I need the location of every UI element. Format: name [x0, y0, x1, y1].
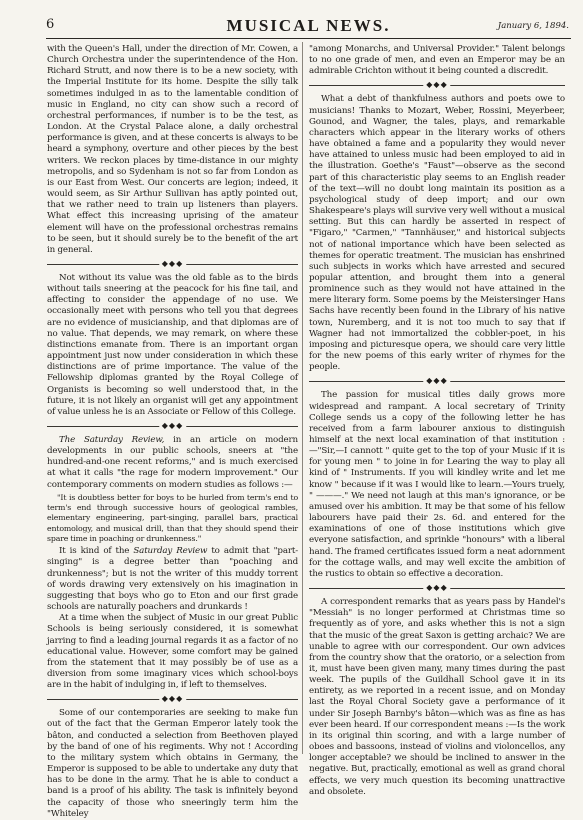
article-paragraph: Not without its value was the old fable as to the birds without tails sneering at the peacock for his fine tail, and affecting to consider the appendage of no use. We occasionally meet with persons who tell you that degrees are no evidence of musicianship, and that diplomas are of no value. That depends, we may remark, on where these distinctions emanate from. There is an important organ appointment just now under consideration in which these distinctions are of prime importance. The value of the Fellowship diplomas granted by the Royal College of Organists is becoming so well understood that, in the future, it is not likely an organist will get any appointment of value unless he is an Associate or Fellow of this College.	[47, 272, 298, 417]
article-paragraph: Some of our contemporaries are seeking to make fun out of the fact that the German Emperor lately took the bâton, and conducted a selection from Beethoven played by the band of one of his regiments. Why not ! According to the military system which obtains in Germany, the Emperor is supposed to be able to undertake any duty that has to be done in the army. That he is able to conduct a band is a proof of his ability. The task is infinitely beyond the capacity of those who sneeringly term him the "Whiteley	[47, 708, 298, 819]
article-paragraph: At a time when the subject of Music in our great Public Schools is being seriously considered, it is somewhat jarring to find a leading journal regards it as a factor of no educational value. However, some comfort may be gained from the statement that it may possibly be of use as a diversion from some imaginary vices which school-boys are in the habit of indulging in, if left to themselves.	[47, 613, 298, 691]
left-column	[47, 44, 298, 820]
section-separator: ◆◆◆	[309, 374, 565, 388]
column-divider	[302, 42, 303, 754]
article-paragraph: What a debt of thankfulness authors and poets owe to musicians! Thanks to Mozart, Weber, Rossini, Meyerbeer, Gounod, and Wagner, the tales, plays, and remarkable characters which appear in the literary works of others have obtained a fame and a popularity they would never have attained to unless music had been employed to aid in the illustration. Goethe's "Faust"—observe as the second part of this characteristic play seems to an English reader of the text—will no doubt long maintain its position as a psychological study of deep import; and our own Shakespeare's plays will survive very well without a musical setting. But this can hardly be asserted in respect of "Figaro," "Carmen," "Tannhäuser," and historical subjects not of national importance which have been selected as themes for operatic treatment. The musician has enshrined such subjects in works which have arrested and secured popular attention, and brought them into a general prominence such as they would not have attained in the mere literary form. Some poems by the Meistersinger Hans Sachs have recently been found in the Library of his native town, Nuremberg, and it is not too much to say that if Wagner had not immortalized the cobbler-poet, in his imposing and picturesque opera, we should care very little for the new poems of this early writer of rhymes for the people.	[309, 94, 565, 373]
publication-title: Saturday Review	[133, 546, 208, 557]
article-paragraph: with the Queen's Hall, under the direction of Mr. Cowen, a Church Orchestra under the superintendence of the Hon. Richard Strutt, and now there is to be a new society, with the Imperial Institute for its home. Despite the silly talk sometimes indulged in as to the lamentable condition of music in England, no city can show such a record of orchestral performances, if number is to be the test, as London. At the Crystal Palace alone, a daily orchestral performance is given, and at these concerts is always to be heard a symphony, overture and other pieces by the best writers. We reckon places by time-distance in our mighty metropolis, and so Sydenham is not so far from London as is our East from West. Our concerts are legion; indeed, it would seem, as Sir Arthur Sullivan has aptly pointed out, that we rather need to train up listeners than players. What effect this increasing uprising of the amateur element will have on the professional orchestras remains to be seen, but it should surely be to the benefit of the art in general.	[47, 44, 298, 255]
right-column	[309, 44, 565, 798]
section-separator: ◆◆◆	[47, 419, 298, 433]
page-header	[46, 16, 571, 39]
section-separator: ◆◆◆	[47, 692, 298, 706]
publication-title: The Saturday Review,	[59, 435, 165, 445]
article-paragraph: A correspondent remarks that as years pass by Handel's "Messiah" is no longer performed at Christmas time so frequently as of yore, and asks whether this is not a sign that the music of the great Saxon is getting archaic? We are unable to agree with our correspondent. Our own advices from the country show that the oratorio, or a selection from it, must have been given many, many times during the past week. The pupils of the Guildhall School gave it in its entirety, as we reported in a recent issue, and on Monday last the Royal Choral Society gave a performance of it under Sir Joseph Barnby's bâton—which was as fine as has ever been heard. If our correspondent means :—Is the work in its original thin scoring, and with a large number of oboes and bassoons, instead of violins and violoncellos, any longer acceptable? we should be inclined to answer in the negative. But, practically, emotional as well as grand choral effects, we very much question its becoming unattractive and obsolete.	[309, 597, 565, 797]
page-number: 6	[46, 17, 55, 32]
section-separator: ◆◆◆	[47, 257, 298, 271]
section-separator: ◆◆◆	[309, 581, 565, 595]
block-quote: "It is doubtless better for boys to be hurled from term's end to term's end through successive hours of geological rambles, elementary engineering, part-singing, parallel bars, practical entomology, and musical drill, than that they should spend their spare time in poaching or drunkenness."	[47, 492, 298, 543]
issue-date: January 6, 1894.	[497, 21, 569, 31]
masthead-title: MUSICAL NEWS.	[226, 16, 391, 35]
article-paragraph: It is kind of the Saturday Review to admit that "part-singing" is a degree better than "poaching and drunkenness"; but is not the writer of this muddy torrent of words drawing very extensively on his imagination in suggesting that boys who go to Eton and our first grade schools are naturally poachers and drunkards !	[47, 546, 298, 613]
article-paragraph: The passion for musical titles daily grows more widespread and rampant. A local secretary of Trinity College sends us a copy of the following letter he has received from a farm labourer anxious to distinguish himself at the next local examination of that institution :—"Sir,—I cannott " quite get to the top of your Music if it is for young men " to joine in for Learing the way to play all kind of " Instruments. If you will kindley write and let me know " because if it was I would like to learn.—Yours truely, " ———." We need not laugh at this man's ignorance, or be amused over his ambition. It may be that some of his fellow labourers have paid their 2s. 6d. and entered for the examinations of one of those institutions which give everyone satisfaction, and sprinkle "honours" with a liberal hand. The framed certificates issued form a neat adornment for the cottage walls, and may well excite the ambition of the rustics to obtain so effective a decoration.	[309, 390, 565, 579]
section-separator: ◆◆◆	[309, 78, 565, 92]
article-paragraph: "among Monarchs, and Universal Provider." Talent belongs to no one grade of men, and even an Emperor may be an admirable Crichton without it being counted a discredit.	[309, 44, 565, 77]
article-paragraph: The Saturday Review, in an article on modern developments in our public schools, sneers at "the hundred-and-one recent reforms," and is much exercised at what it calls "the rage for modern improvement." Our contemporary comments on modern studies as follows :—	[47, 435, 298, 490]
